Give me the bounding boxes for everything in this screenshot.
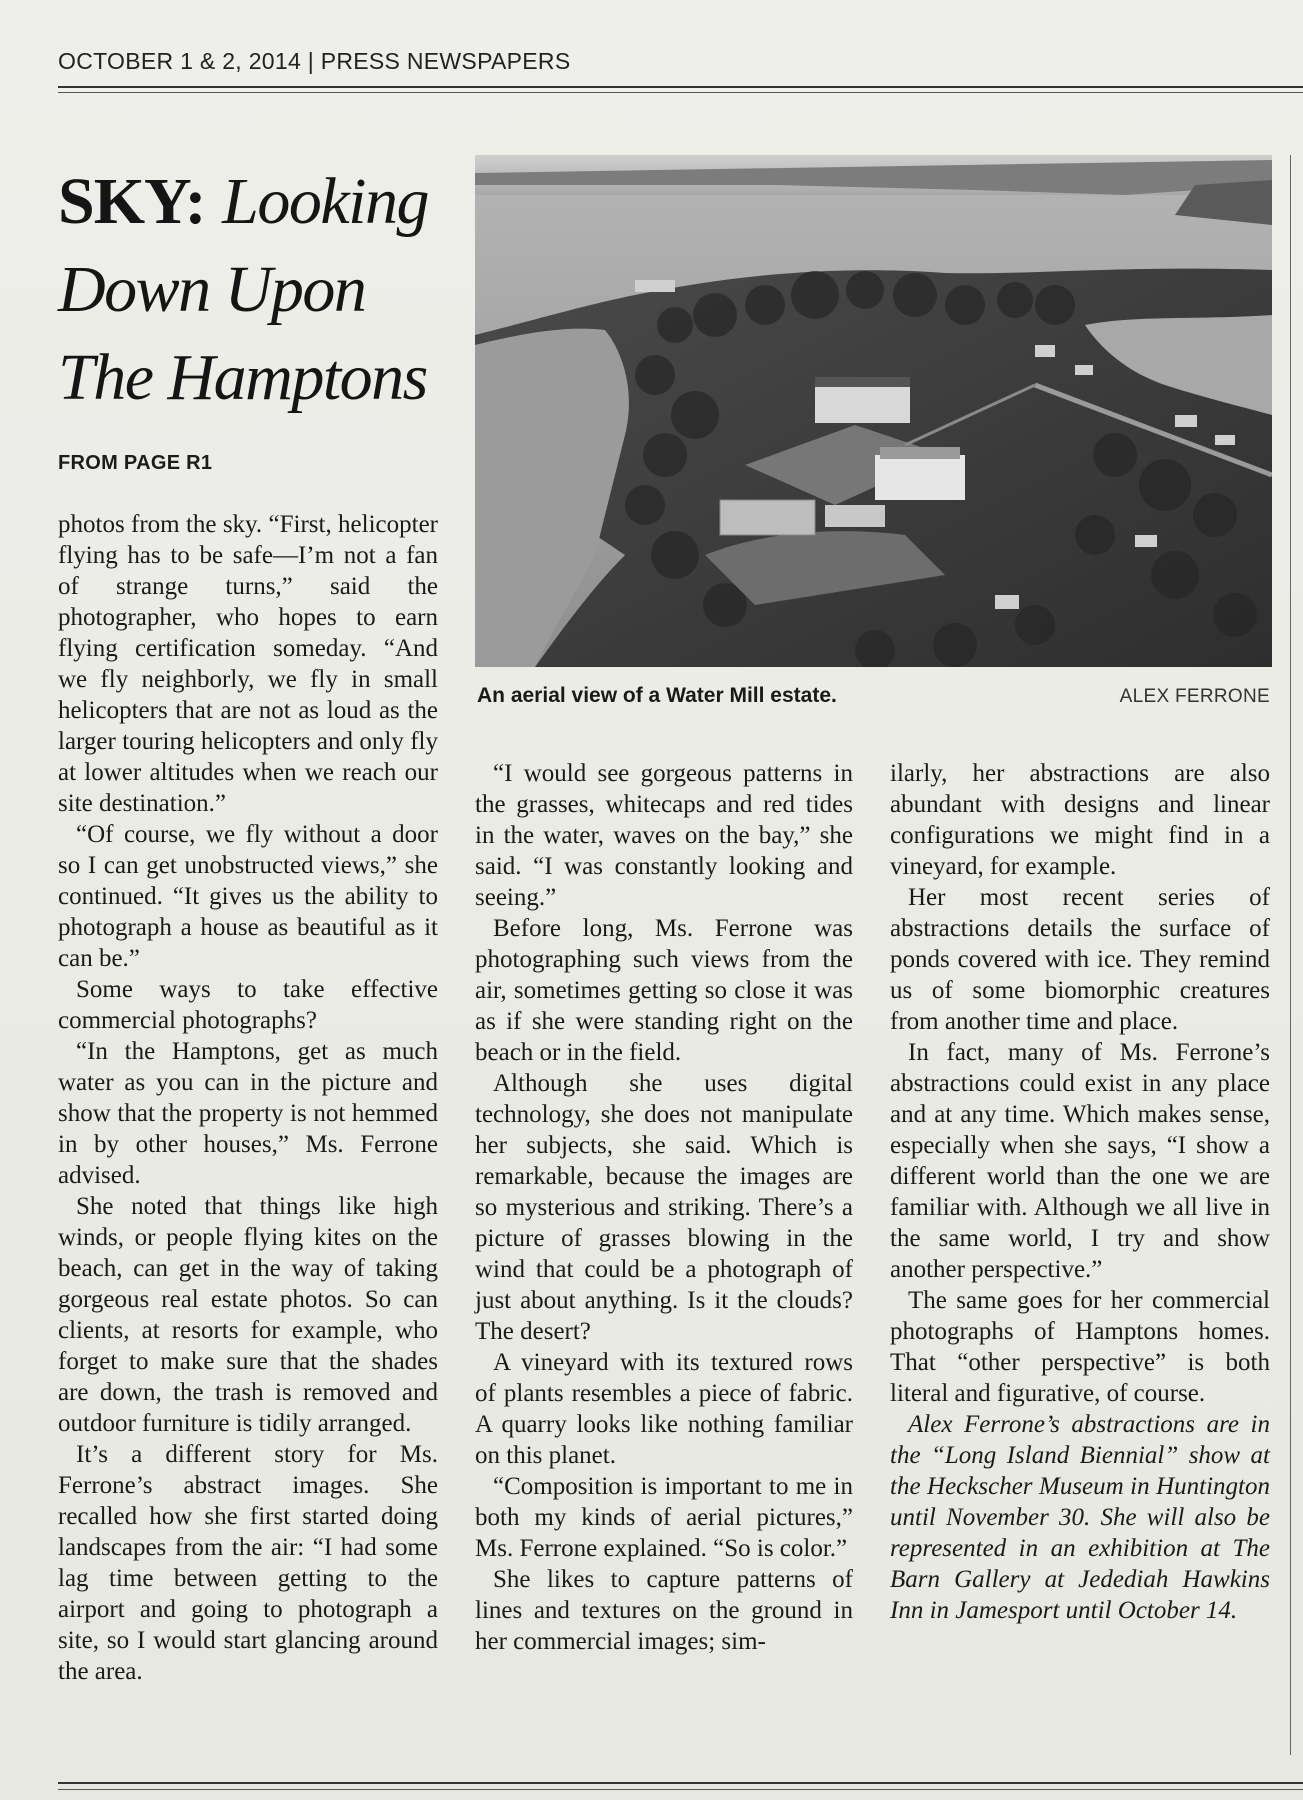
paragraph: A vineyard with its textured rows of plants resembles a piece of fabric. A quarry looks like nothing familiar on this planet. [475,1349,853,1469]
paragraph: She noted that things like high winds, or people flying kites on the beach, can get in the way of taking gorgeous real estate photos. So can clients, at resorts for example, who forget to make sure that the shades are down, the trash is removed and outdoor furniture is tidily arranged. [58,1193,438,1437]
paragraph: Although she uses digital technology, she does not manipulate her subjects, she said. Which is remarkable, because the images are so mysterious and striking. There’s a picture of grasses blowing in the wind that could be a photograph of just about anything. Is it the clouds? The desert? [475,1070,853,1345]
paragraph: In fact, many of Ms. Ferrone’s abstractions could exist in any place and at any time. Which makes sense, especially when she says, “I show a different world than the one we are familiar with. Although we all live in the same world, I try and show another perspective.” [890,1039,1270,1283]
top-rule-thin [58,92,1303,93]
bottom-rule-thin [58,1789,1303,1790]
headline-kicker: SKY: [58,165,206,238]
paragraph: Before long, Ms. Ferrone was photographing such views from the air, sometimes getting so close it was as if she were standing right on the beach or in the field. [475,915,853,1066]
bottom-rule [58,1782,1303,1784]
article-column-3 [890,758,1270,1626]
headline-text-2: Down Upon [58,253,366,326]
aerial-photo [475,155,1272,667]
dateline: OCTOBER 1 & 2, 2014 | PRESS NEWSPAPERS [58,48,571,74]
paragraph: “Composition is important to me in both my kinds of aerial pictures,” Ms. Ferrone explained. “So is color.” [475,1473,853,1562]
photo-caption: An aerial view of a Water Mill estate. [477,684,837,707]
photo-credit: ALEX FERRONE [1119,686,1270,707]
aerial-photo-image [475,155,1272,667]
paragraph: ilarly, her abstractions are also abundant with designs and linear configurations we might find in a vineyard, for example. [890,760,1270,880]
headline [58,158,458,422]
paragraph: “Of course, we fly without a door so I can get unobstructed views,” she continued. “It gives us the ability to photograph a house as beautiful as it can be.” [58,821,438,972]
paragraph: Her most recent series of abstractions details the surface of ponds covered with ice. They remind us of some biomorphic creatures from another time and place. [890,884,1270,1035]
article-column-2 [475,758,853,1657]
paragraph: She likes to capture patterns of lines and textures on the ground in her commercial images; sim- [475,1566,853,1655]
headline-line-1 [58,158,458,246]
paragraph: Some ways to take effective commercial photographs? [58,976,438,1034]
paragraph: The same goes for her commercial photographs of Hamptons homes. That “other perspective” is both literal and figurative, of course. [890,1287,1270,1407]
paragraph: “I would see gorgeous patterns in the grasses, whitecaps and red tides in the water, waves on the bay,” she said. “I was constantly looking and seeing.” [475,760,853,911]
paragraph: “In the Hamptons, get as much water as you can in the picture and show that the property is not hemmed in by other houses,” Ms. Ferrone advised. [58,1038,438,1189]
paragraph: photos from the sky. “First, helicopter flying has to be safe—I’m not a fan of strange turns,” said the photographer, who hopes to earn flying certification someday. “And we fly neighborly, we fly in small helicopters that are not as loud as the larger touring helicopters and only fly at lower altitudes when we reach our site destination.” [58,511,438,817]
headline-text-1: Looking [222,165,428,238]
headline-text-3: The Hamptons [58,341,427,414]
column-rule [1290,155,1291,1755]
paragraph: It’s a different story for Ms. Ferrone’s abstract images. She recalled how she first started doing landscapes from the air: “I had some lag time between getting to the airport and going to photograph a site, so I would start glancing around the area. [58,1441,438,1685]
jump-line: FROM PAGE R1 [58,452,213,474]
top-rule [58,86,1303,88]
exhibition-note: Alex Ferrone’s abstractions are in the “Long Island Biennial” show at the Heckscher Museum in Huntington until November 30. She will also be represented in an exhibition at The Barn Gallery at Jedediah Hawkins Inn in Jamesport until October 14. [890,1411,1270,1624]
article-column-1 [58,509,438,1687]
